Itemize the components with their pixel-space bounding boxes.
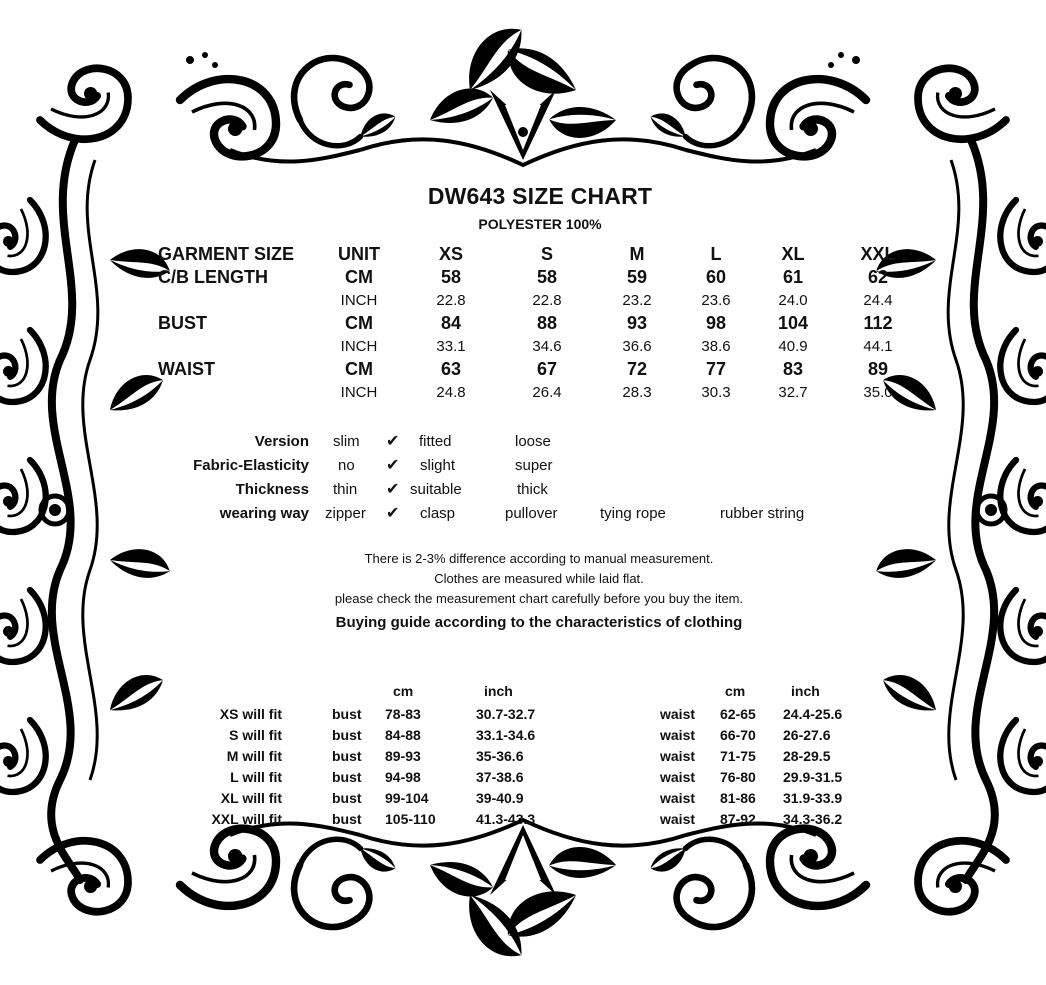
bust-inch-xxl: 44.1 bbox=[863, 338, 893, 355]
fit-bust-word: bust bbox=[332, 748, 362, 764]
fit-waist-word: waist bbox=[660, 706, 696, 722]
bust-cm-s: 88 bbox=[536, 313, 558, 333]
waist-inch-xxl: 35.0 bbox=[863, 384, 893, 401]
bust-cm-l: 98 bbox=[705, 313, 727, 333]
waist-cm-xl: 83 bbox=[782, 359, 804, 379]
attr-option: pullover bbox=[505, 505, 558, 522]
bust-inch-s: 34.6 bbox=[532, 338, 562, 355]
attr-label-version: Version bbox=[254, 433, 309, 450]
fit-label: L will fit bbox=[230, 769, 282, 785]
fit-bust-word: bust bbox=[332, 727, 362, 743]
row-label-waist: WAIST bbox=[158, 359, 215, 379]
fit-waist-inch: 24.4-25.6 bbox=[783, 706, 843, 722]
waist-cm-xxl: 89 bbox=[867, 359, 889, 379]
fit-waist-inch: 31.9-33.9 bbox=[783, 790, 843, 806]
fit-waist-word: waist bbox=[660, 769, 696, 785]
page-title: DW643 SIZE CHART bbox=[427, 183, 653, 209]
attr-option: tying rope bbox=[600, 505, 666, 522]
buying-guide-title: Buying guide according to the characteristics of clothing bbox=[335, 614, 743, 631]
fit-label: XL will fit bbox=[220, 790, 282, 806]
attr-option: slim bbox=[333, 433, 360, 450]
check-icon: ✔ bbox=[386, 433, 400, 450]
fit-bust-word: bust bbox=[332, 769, 362, 785]
attr-option: fitted bbox=[419, 433, 452, 450]
cb-length-inch-m: 23.2 bbox=[622, 292, 652, 309]
row-label-cb-length: C/B LENGTH bbox=[158, 267, 268, 287]
header-size-l: L bbox=[710, 244, 722, 264]
fit-waist-cm: 87-92 bbox=[720, 811, 756, 827]
cb-length-cm-s: 58 bbox=[536, 267, 558, 287]
attr-label-wearing-way: wearing way bbox=[219, 505, 309, 522]
attr-option: super bbox=[515, 457, 553, 474]
fit-bust-word: bust bbox=[332, 811, 362, 827]
header-size-xs: XS bbox=[438, 244, 463, 264]
attr-option: slight bbox=[420, 457, 456, 474]
header-size-xxl: XXL bbox=[860, 244, 896, 264]
row-label-bust: BUST bbox=[158, 313, 207, 333]
note-measurement-difference: There is 2-3% difference according to manual measurement. bbox=[364, 551, 714, 566]
waist-cm-m: 72 bbox=[626, 359, 648, 379]
fit-waist-inch: 34.3-36.2 bbox=[783, 811, 843, 827]
fit-waist-cm: 81-86 bbox=[720, 790, 756, 806]
fit-header-bust-inch: inch bbox=[484, 683, 513, 699]
attr-option: loose bbox=[515, 433, 551, 450]
bust-inch-l: 38.6 bbox=[701, 338, 731, 355]
waist-inch-l: 30.3 bbox=[701, 384, 731, 401]
unit-inch: INCH bbox=[340, 384, 378, 401]
fit-bust-cm: 94-98 bbox=[385, 769, 421, 785]
cb-length-cm-m: 59 bbox=[626, 267, 648, 287]
fit-bust-inch: 37-38.6 bbox=[476, 769, 524, 785]
fit-header-bust-cm: cm bbox=[393, 683, 414, 699]
check-icon: ✔ bbox=[386, 505, 400, 522]
fit-waist-word: waist bbox=[660, 790, 696, 806]
bust-cm-m: 93 bbox=[626, 313, 648, 333]
note-check-chart: please check the measurement chart carefully before you buy the item. bbox=[334, 591, 744, 606]
unit-inch: INCH bbox=[340, 292, 378, 309]
cb-length-inch-xl: 24.0 bbox=[778, 292, 808, 309]
attr-label-thickness: Thickness bbox=[235, 481, 309, 498]
fit-waist-word: waist bbox=[660, 727, 696, 743]
fit-waist-cm: 66-70 bbox=[720, 727, 756, 743]
fit-waist-word: waist bbox=[660, 748, 696, 764]
fit-waist-cm: 71-75 bbox=[720, 748, 756, 764]
fit-waist-cm: 76-80 bbox=[720, 769, 756, 785]
bust-inch-xs: 33.1 bbox=[436, 338, 466, 355]
material-subtitle: POLYESTER 100% bbox=[478, 216, 602, 232]
fit-header-waist-inch: inch bbox=[791, 683, 820, 699]
fit-bust-cm: 105-110 bbox=[385, 811, 436, 827]
fit-bust-inch: 39-40.9 bbox=[476, 790, 524, 806]
waist-inch-m: 28.3 bbox=[622, 384, 652, 401]
cb-length-inch-s: 22.8 bbox=[532, 292, 562, 309]
fit-waist-inch: 28-29.5 bbox=[783, 748, 831, 764]
header-size-s: S bbox=[540, 244, 553, 264]
waist-inch-xl: 32.7 bbox=[778, 384, 808, 401]
bust-inch-m: 36.6 bbox=[622, 338, 652, 355]
bust-cm-xxl: 112 bbox=[863, 313, 893, 333]
fit-label: XS will fit bbox=[219, 706, 282, 722]
note-laid-flat: Clothes are measured while laid flat. bbox=[434, 571, 644, 586]
cb-length-cm-xxl: 62 bbox=[867, 267, 889, 287]
fit-bust-inch: 35-36.6 bbox=[476, 748, 524, 764]
fit-label: M will fit bbox=[226, 748, 282, 764]
attr-option: zipper bbox=[325, 505, 366, 522]
header-garment-size: GARMENT SIZE bbox=[158, 244, 295, 264]
attr-option: suitable bbox=[410, 481, 462, 498]
cb-length-inch-l: 23.6 bbox=[701, 292, 731, 309]
attr-option: thick bbox=[517, 481, 548, 498]
fit-waist-word: waist bbox=[660, 811, 696, 827]
fit-bust-inch: 33.1-34.6 bbox=[476, 727, 536, 743]
bust-cm-xl: 104 bbox=[777, 313, 809, 333]
waist-cm-l: 77 bbox=[705, 359, 727, 379]
waist-cm-xs: 63 bbox=[440, 359, 462, 379]
attr-option: clasp bbox=[420, 505, 456, 522]
waist-inch-xs: 24.8 bbox=[436, 384, 466, 401]
bust-cm-xs: 84 bbox=[440, 313, 462, 333]
cb-length-cm-xs: 58 bbox=[440, 267, 462, 287]
fit-bust-word: bust bbox=[332, 706, 362, 722]
fit-waist-cm: 62-65 bbox=[720, 706, 756, 722]
header-unit: UNIT bbox=[338, 244, 380, 264]
unit-cm: CM bbox=[345, 313, 373, 333]
fit-waist-inch: 29.9-31.5 bbox=[783, 769, 843, 785]
unit-cm: CM bbox=[345, 267, 373, 287]
unit-inch: INCH bbox=[340, 338, 378, 355]
check-icon: ✔ bbox=[386, 457, 400, 474]
fit-bust-cm: 99-104 bbox=[385, 790, 429, 806]
fit-bust-inch: 41.3-43.3 bbox=[476, 811, 536, 827]
bust-inch-xl: 40.9 bbox=[778, 338, 808, 355]
fit-bust-cm: 78-83 bbox=[385, 706, 421, 722]
fit-label: S will fit bbox=[229, 727, 282, 743]
fit-bust-cm: 89-93 bbox=[385, 748, 421, 764]
waist-inch-s: 26.4 bbox=[532, 384, 562, 401]
cb-length-inch-xs: 22.8 bbox=[436, 292, 466, 309]
attr-option: rubber string bbox=[720, 505, 805, 522]
cb-length-cm-l: 60 bbox=[705, 267, 727, 287]
attr-option: thin bbox=[333, 481, 358, 498]
fit-header-waist-cm: cm bbox=[725, 683, 746, 699]
waist-cm-s: 67 bbox=[536, 359, 558, 379]
header-size-xl: XL bbox=[781, 244, 805, 264]
cb-length-inch-xxl: 24.4 bbox=[863, 292, 893, 309]
fit-label: XXL will fit bbox=[211, 811, 282, 827]
attr-label-fabric-elasticity: Fabric-Elasticity bbox=[193, 457, 309, 474]
attr-option: no bbox=[338, 457, 355, 474]
fit-waist-inch: 26-27.6 bbox=[783, 727, 831, 743]
unit-cm: CM bbox=[345, 359, 373, 379]
fit-bust-cm: 84-88 bbox=[385, 727, 421, 743]
fit-bust-word: bust bbox=[332, 790, 362, 806]
check-icon: ✔ bbox=[386, 481, 400, 498]
header-size-m: M bbox=[629, 244, 645, 264]
fit-bust-inch: 30.7-32.7 bbox=[476, 706, 536, 722]
cb-length-cm-xl: 61 bbox=[782, 267, 804, 287]
